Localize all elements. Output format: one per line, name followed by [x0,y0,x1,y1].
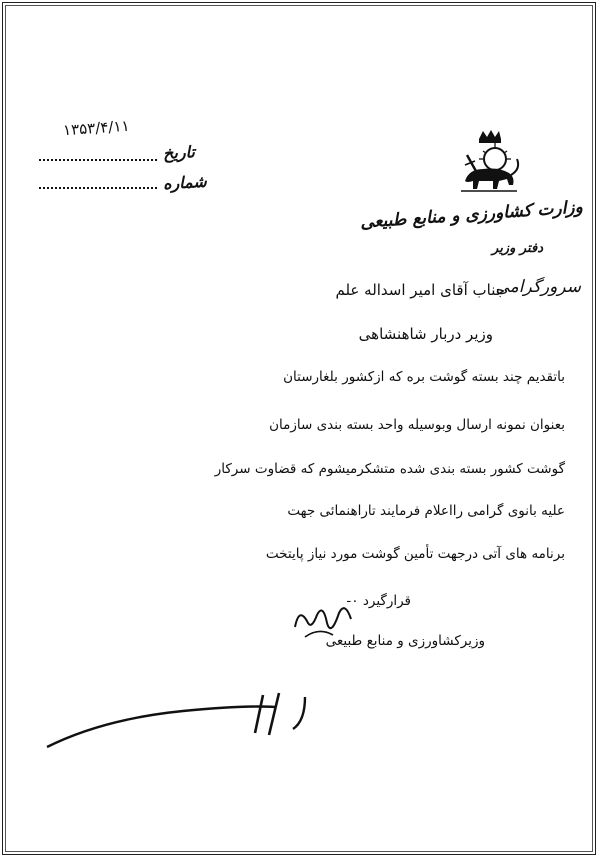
number-dotted-line [39,187,157,189]
office-name: دفتر وزیر [492,241,543,256]
lion-and-sun-emblem-icon [455,129,523,199]
body-line: باتقدیم چند بسته گوشت بره که ازکشور بلغارستان [283,369,565,385]
body-line: برنامه های آتی درجهت تأمین گوشت مورد نیاز پایتخت [265,546,565,562]
ministry-name: وزارت کشاورزی و منابع طبیعی [359,197,584,233]
date-value: ۱۳۵۳/۴/۱۱ [62,116,131,140]
letter-page [2,2,596,855]
date-label: تاریخ [162,142,196,163]
recipient-title: وزیر دربار شاهنشاهی [358,325,493,343]
body-line: علیه بانوی گرامی رااعلام فرمایند تاراهنمائی جهت [287,503,565,519]
date-dotted-line [39,159,157,161]
recipient-name: جناب آقای امیر اسداله علم [335,281,505,299]
number-label: شماره [162,171,208,194]
handwritten-scribble [43,667,423,777]
signatory-title: وزیرکشاورزی و منابع طبیعی [325,633,485,649]
body-line: بعنوان نمونه ارسال وبوسیله واحد بسته بندی سازمان [269,417,565,433]
body-line: گوشت کشور بسته بندی شده متشکرمیشوم که قضاوت سرکار [214,461,565,477]
body-line: قرارگیرد ۰- [346,593,411,609]
salutation: سرورگرامی [495,277,581,297]
